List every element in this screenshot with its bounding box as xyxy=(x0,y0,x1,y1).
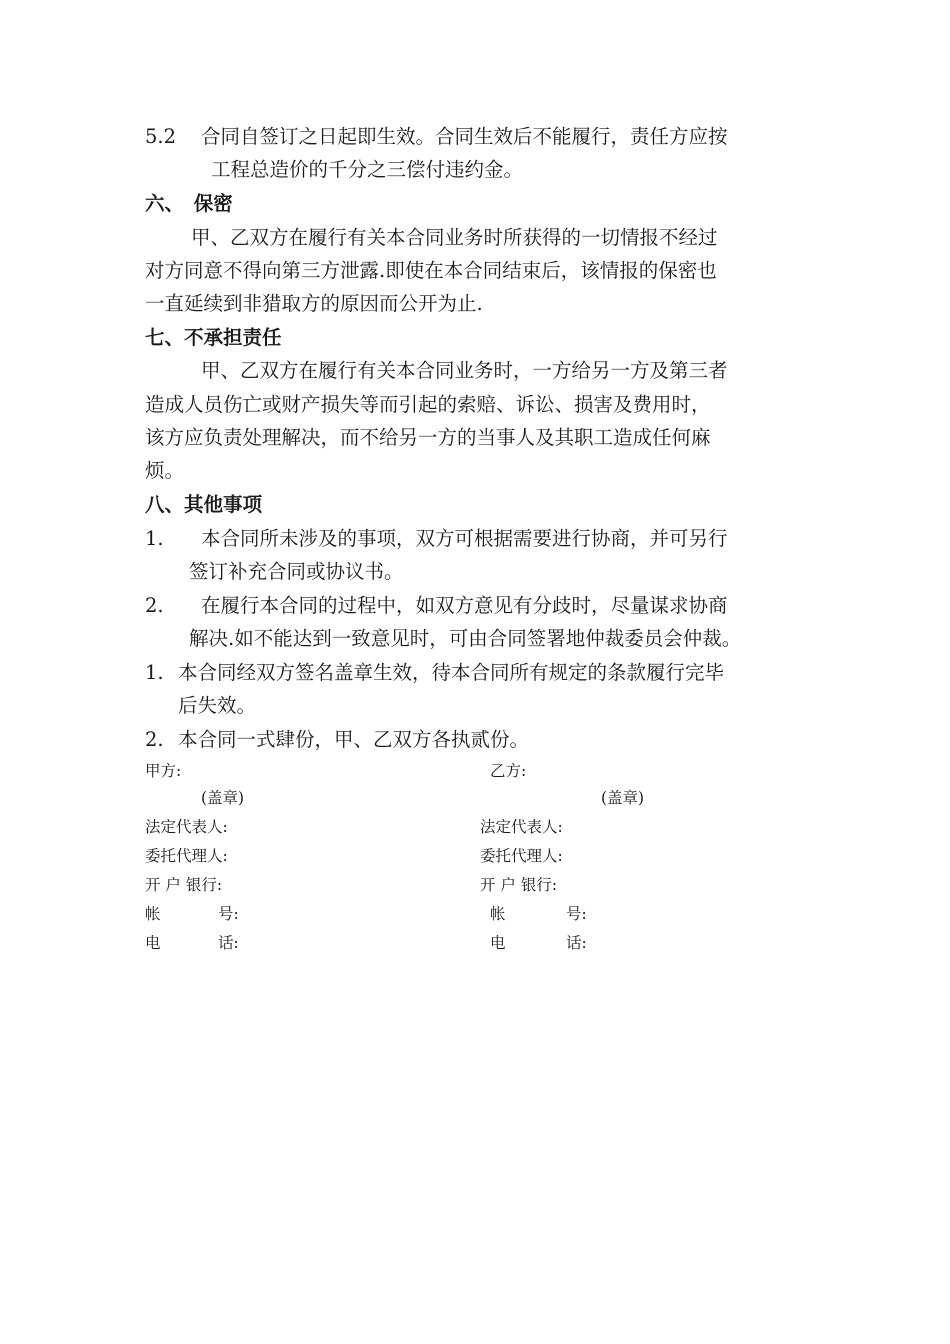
party-b-seal: (盖章) xyxy=(601,789,645,807)
party-b-phone-label: 电 xyxy=(490,934,506,952)
list-item-line: 本合同一式肆份，甲、乙双方各执贰份。 xyxy=(178,728,530,751)
party-a-phone-label: 话: xyxy=(218,934,239,952)
party-a-bank: 开 户 银行: xyxy=(145,876,223,894)
list-item-line: 本合同经双方签名盖章生效，待本合同所有规定的条款履行完毕 xyxy=(178,661,725,684)
party-a-phone-label: 电 xyxy=(145,934,161,952)
list-item-line: 后失效。 xyxy=(178,694,257,717)
party-b-label: 乙方: xyxy=(490,762,527,780)
list-number: 2. xyxy=(145,594,164,617)
clause-text-line: 工程总造价的千分之三偿付违约金。 xyxy=(211,158,524,181)
party-a-seal: (盖章) xyxy=(201,789,245,807)
section-heading: 七、不承担责任 xyxy=(145,326,282,349)
paragraph-line: 一直延续到非猎取方的原因而公开为止. xyxy=(145,292,483,315)
party-b-phone-label: 话: xyxy=(566,934,587,952)
party-b-account-label: 帐 xyxy=(490,905,506,923)
party-a-legal-rep: 法定代表人: xyxy=(145,818,228,836)
paragraph-line: 甲、乙双方在履行有关本合同业务时所获得的一切情报不经过 xyxy=(191,226,718,249)
paragraph-line: 对方同意不得向第三方泄露.即使在本合同结束后，该情报的保密也 xyxy=(145,259,717,282)
section-heading: 八、其他事项 xyxy=(145,493,263,516)
section-heading: 六、 保密 xyxy=(145,192,233,215)
list-item-line: 在履行本合同的过程中，如双方意见有分歧时，尽量谋求协商 xyxy=(201,594,728,617)
list-number: 1. xyxy=(145,527,164,550)
list-number: 2. xyxy=(145,728,164,751)
party-b-account-label: 号: xyxy=(566,905,587,923)
paragraph-line: 烦。 xyxy=(145,459,185,482)
list-item-line: 签订补充合同或协议书。 xyxy=(189,560,404,583)
party-b-legal-rep: 法定代表人: xyxy=(480,818,563,836)
party-b-agent: 委托代理人: xyxy=(480,847,563,865)
list-item-line: 解决.如不能达到一致意见时，可由合同签署地仲裁委员会仲裁。 xyxy=(189,627,742,650)
list-item-line: 本合同所未涉及的事项，双方可根据需要进行协商，并可另行 xyxy=(201,527,728,550)
party-b-bank: 开 户 银行: xyxy=(480,876,558,894)
clause-text-line: 合同自签订之日起即生效。合同生效后不能履行，责任方应按 xyxy=(201,125,728,148)
party-a-agent: 委托代理人: xyxy=(145,847,228,865)
party-a-label: 甲方: xyxy=(145,762,182,780)
party-a-account-label: 号: xyxy=(218,905,239,923)
party-a-account-label: 帐 xyxy=(145,905,161,923)
paragraph-line: 甲、乙双方在履行有关本合同业务时，一方给另一方及第三者 xyxy=(201,359,728,382)
list-number: 1. xyxy=(145,661,164,684)
paragraph-line: 造成人员伤亡或财产损失等而引起的索赔、诉讼、损害及费用时， xyxy=(145,393,711,416)
clause-number: 5.2 xyxy=(145,125,177,148)
paragraph-line: 该方应负责处理解决，而不给另一方的当事人及其职工造成任何麻 xyxy=(145,426,711,449)
